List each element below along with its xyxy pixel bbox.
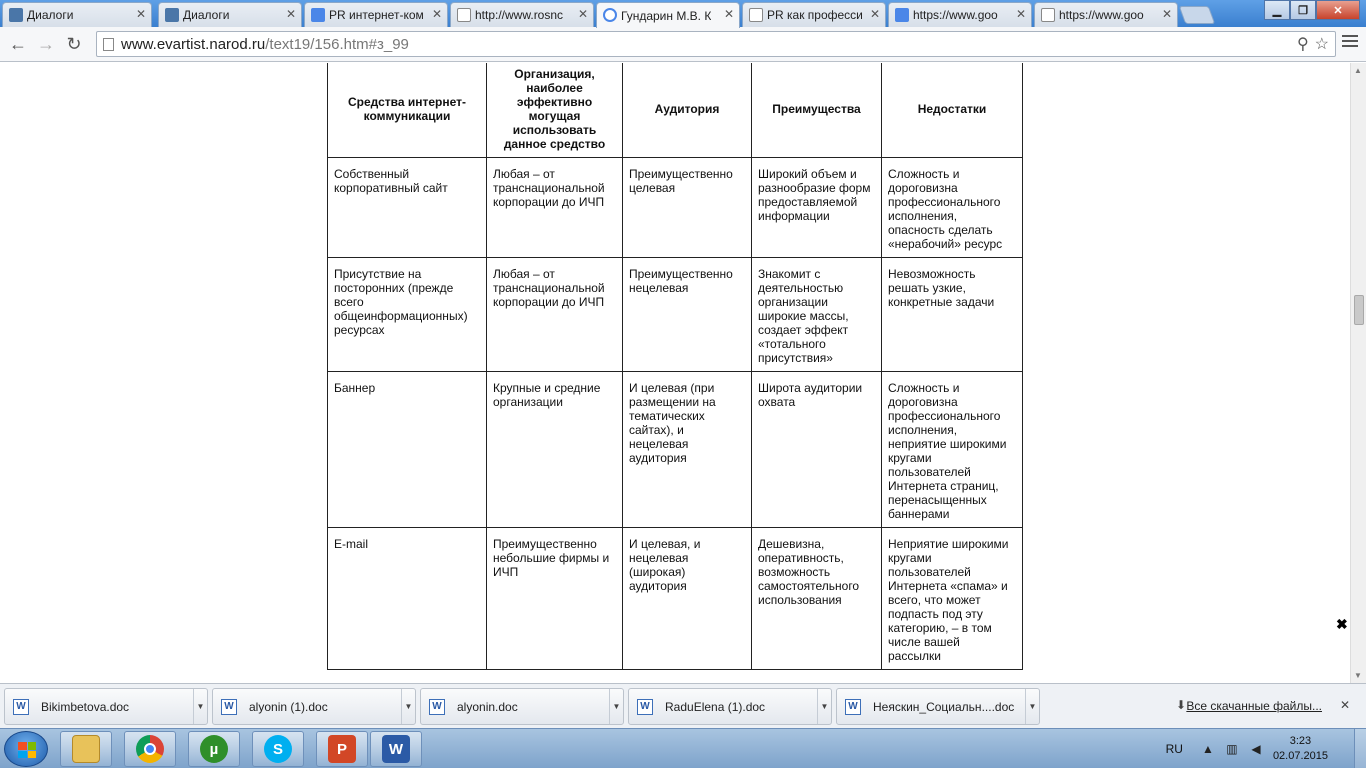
reload-button[interactable]: ↻ bbox=[66, 33, 82, 54]
page-icon bbox=[749, 8, 763, 22]
tab[interactable] bbox=[888, 2, 1032, 27]
taskbar-explorer[interactable] bbox=[60, 731, 112, 767]
table-cell: Сложность и дороговизна профессионального исполнения, неприятие широкими кругами пользователей Интернета страниц, перенасыщенных баннерами bbox=[882, 372, 1023, 528]
system-tray bbox=[1166, 729, 1366, 768]
table-cell: Присутствие на посторонних (прежде всего общеинформационных) ресурсах bbox=[328, 258, 487, 372]
menu-icon[interactable] bbox=[1342, 35, 1358, 49]
download-filename: Неяскин_Социальн....doc bbox=[873, 699, 1015, 714]
table-header: Аудитория bbox=[623, 63, 752, 158]
taskbar-skype[interactable] bbox=[252, 731, 304, 767]
table-cell: Любая – от транснациональной корпорации до ИЧП bbox=[487, 158, 623, 258]
table-row bbox=[328, 372, 1023, 528]
table-header: Недостатки bbox=[882, 63, 1023, 158]
close-icon[interactable]: ✕ bbox=[1015, 7, 1026, 21]
vk-icon bbox=[9, 8, 23, 22]
tab[interactable] bbox=[2, 2, 152, 27]
table-row bbox=[328, 528, 1023, 670]
close-icon[interactable]: ✕ bbox=[431, 7, 442, 21]
download-filename: RaduElena (1).doc bbox=[665, 699, 766, 714]
omnibox-actions bbox=[1297, 34, 1329, 54]
vertical-scrollbar[interactable] bbox=[1350, 63, 1366, 683]
download-item[interactable] bbox=[4, 688, 208, 725]
tab-label: Диалоги bbox=[183, 8, 230, 22]
tab-label: PR интернет-ком bbox=[329, 8, 424, 22]
table-header: Организация, наиболее эффективно могущая использовать данное средство bbox=[487, 63, 623, 158]
table-cell: E-mail bbox=[328, 528, 487, 670]
page-icon bbox=[457, 8, 471, 22]
volume-icon[interactable]: ◀ bbox=[1251, 742, 1261, 756]
table-row bbox=[328, 158, 1023, 258]
loading-icon bbox=[603, 8, 617, 22]
minimize-button[interactable]: ▁ bbox=[1264, 0, 1290, 20]
table-cell: Широта аудитории охвата bbox=[752, 372, 882, 528]
network-icon[interactable]: ▥ bbox=[1226, 742, 1238, 756]
close-icon[interactable]: ✕ bbox=[135, 7, 146, 21]
word-doc-icon: W bbox=[429, 699, 445, 715]
tab-label: Диалоги bbox=[27, 8, 74, 22]
download-item[interactable] bbox=[420, 688, 624, 725]
chevron-down-icon[interactable]: ▼ bbox=[193, 689, 207, 724]
tab-label: https://www.goo bbox=[1059, 8, 1144, 22]
close-icon[interactable]: ✕ bbox=[723, 7, 734, 21]
word-doc-icon: W bbox=[637, 699, 653, 715]
chevron-down-icon[interactable]: ▼ bbox=[817, 689, 831, 724]
chevron-down-icon[interactable]: ▼ bbox=[401, 689, 415, 724]
word-doc-icon: W bbox=[13, 699, 29, 715]
forward-button[interactable]: → bbox=[37, 33, 55, 54]
clock-date: 02.07.2015 bbox=[1272, 750, 1328, 762]
search-icon[interactable]: ⚲ bbox=[1296, 36, 1309, 53]
scroll-down-icon[interactable]: ▼ bbox=[1354, 671, 1362, 680]
browser-toolbar bbox=[0, 27, 1366, 62]
close-window-button[interactable]: ✕ bbox=[1316, 0, 1360, 20]
tab[interactable] bbox=[304, 2, 448, 27]
table-header: Преимущества bbox=[752, 63, 882, 158]
download-item[interactable] bbox=[628, 688, 832, 725]
tab-label: https://www.goo bbox=[913, 8, 998, 22]
page-content bbox=[0, 63, 1350, 683]
word-icon: W bbox=[382, 735, 410, 763]
table-cell: Собственный корпоративный сайт bbox=[328, 158, 487, 258]
tab-strip bbox=[0, 0, 1366, 27]
download-filename: alyonin (1).doc bbox=[249, 699, 328, 714]
windows-logo-icon bbox=[18, 742, 36, 758]
start-button[interactable] bbox=[4, 731, 48, 767]
table-cell: Крупные и средние организации bbox=[487, 372, 623, 528]
table-cell: Преимущественно целевая bbox=[623, 158, 752, 258]
google-icon bbox=[311, 8, 325, 22]
table-header: Средства интернет-коммуникации bbox=[328, 63, 487, 158]
taskbar bbox=[0, 728, 1366, 768]
close-icon[interactable]: ✕ bbox=[869, 7, 880, 21]
url-path: /text19/156.htm#з_99 bbox=[265, 35, 409, 53]
table-cell: Преимущественно небольшие фирмы и ИЧП bbox=[487, 528, 623, 670]
show-desktop-button[interactable] bbox=[1354, 729, 1366, 768]
download-item[interactable] bbox=[212, 688, 416, 725]
close-icon[interactable]: ✕ bbox=[577, 7, 588, 21]
chevron-down-icon[interactable]: ▼ bbox=[609, 689, 623, 724]
taskbar-utorrent[interactable] bbox=[188, 731, 240, 767]
table-cell: И целевая, и нецелевая (широкая) аудитория bbox=[623, 528, 752, 670]
download-filename: alyonin.doc bbox=[457, 699, 518, 714]
tab[interactable] bbox=[450, 2, 594, 27]
table-cell: Неприятие широкими кругами пользователей Интернета «спама» и всего, что может подпасть под эту категорию, – в том числе вашей рассылки bbox=[882, 528, 1023, 670]
new-tab-button[interactable] bbox=[1179, 6, 1216, 24]
download-filename: Bikimbetova.doc bbox=[41, 699, 130, 714]
word-doc-icon: W bbox=[221, 699, 237, 715]
download-icon: ⬇ bbox=[1175, 698, 1186, 712]
download-item[interactable] bbox=[836, 688, 1040, 725]
close-icon[interactable]: ✕ bbox=[285, 7, 296, 21]
table-cell: Знакомит с деятельностью организации широкие массы, создает эффект «тотального присутствия» bbox=[752, 258, 882, 372]
table-cell: Любая – от транснациональной корпорации до ИЧП bbox=[487, 258, 623, 372]
url-host: www.evartist.narod.ru bbox=[121, 35, 266, 53]
table-cell: Дешевизна, оперативность, возможность самостоятельного использования bbox=[752, 528, 882, 670]
tab-label: Гундарин М.В. К bbox=[621, 8, 712, 23]
skype-icon: S bbox=[264, 735, 292, 763]
clock-time: 3:23 bbox=[1289, 735, 1312, 747]
window-controls bbox=[1264, 0, 1360, 20]
vk-icon bbox=[165, 8, 179, 22]
close-icon[interactable]: ✕ bbox=[1339, 698, 1350, 712]
folder-icon bbox=[72, 735, 100, 763]
back-button[interactable]: ← bbox=[9, 33, 27, 54]
page-icon bbox=[1041, 8, 1055, 22]
comparison-table bbox=[327, 63, 1023, 670]
tab[interactable] bbox=[158, 2, 302, 27]
table-cell: Баннер bbox=[328, 372, 487, 528]
tab[interactable] bbox=[1034, 2, 1178, 27]
powerpoint-icon: P bbox=[328, 735, 356, 763]
utorrent-icon: µ bbox=[200, 735, 228, 763]
taskbar-powerpoint[interactable] bbox=[316, 731, 368, 767]
tab-label: PR как професси bbox=[767, 8, 863, 22]
scroll-up-icon[interactable]: ▲ bbox=[1354, 66, 1362, 75]
table-cell: Широкий объем и разнообразие форм предоставляемой информации bbox=[752, 158, 882, 258]
chrome-icon bbox=[136, 735, 164, 763]
tab-label: http://www.rosnc bbox=[475, 8, 564, 22]
page-icon bbox=[103, 38, 114, 51]
clock[interactable] bbox=[1273, 734, 1328, 764]
table-cell: Сложность и дороговизна профессионального исполнения, опасность сделать «нерабочий» ресурс bbox=[882, 158, 1023, 258]
language-indicator[interactable]: RU bbox=[1165, 742, 1183, 756]
maximize-button[interactable]: ❐ bbox=[1290, 0, 1316, 20]
close-icon[interactable]: ✕ bbox=[1161, 7, 1172, 21]
word-doc-icon: W bbox=[845, 699, 861, 715]
table-cell: Преимущественно нецелевая bbox=[623, 258, 752, 372]
table-row bbox=[328, 258, 1023, 372]
tab[interactable] bbox=[742, 2, 886, 27]
show-all-downloads-link[interactable]: Все скачанные файлы... bbox=[1186, 699, 1322, 713]
download-shelf bbox=[0, 683, 1366, 728]
table-cell: И целевая (при размещении на тематических сайтах), и нецелевая аудитория bbox=[623, 372, 752, 528]
chevron-down-icon[interactable]: ▼ bbox=[1025, 689, 1039, 724]
tab-active[interactable] bbox=[596, 2, 740, 28]
table-cell: Невозможность решать узкие, конкретные задачи bbox=[882, 258, 1023, 372]
table-header-row bbox=[328, 63, 1023, 158]
close-icon[interactable]: ✖ bbox=[1336, 616, 1348, 632]
chevron-up-icon[interactable]: ▲ bbox=[1201, 742, 1214, 756]
scrollbar-thumb[interactable] bbox=[1354, 295, 1364, 325]
star-icon[interactable]: ☆ bbox=[1314, 36, 1329, 53]
taskbar-word[interactable] bbox=[370, 731, 422, 767]
address-bar[interactable] bbox=[96, 31, 1336, 57]
google-icon bbox=[895, 8, 909, 22]
taskbar-chrome[interactable] bbox=[124, 731, 176, 767]
